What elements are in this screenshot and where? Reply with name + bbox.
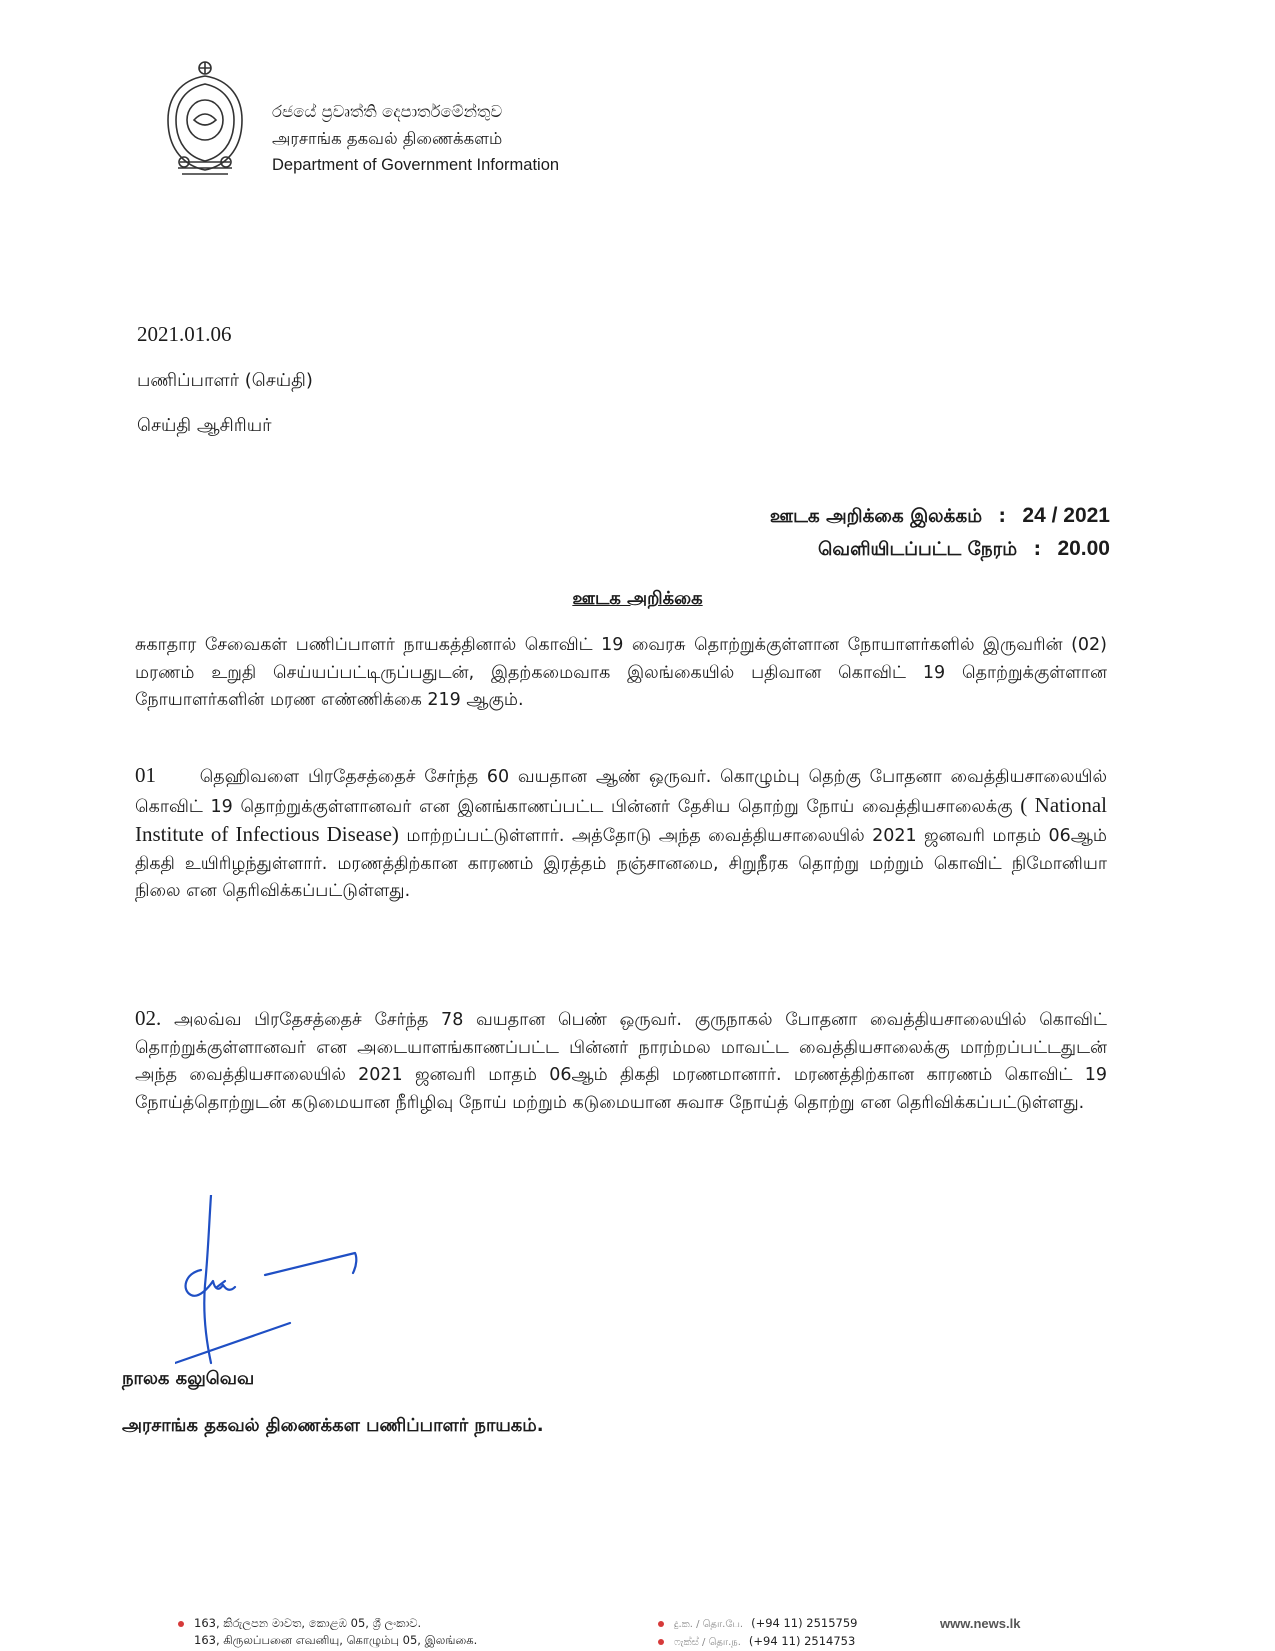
department-name-tamil: அரசாங்க தகவல் திணைக்களம் xyxy=(272,129,503,148)
release-number-value: 24 / 2021 xyxy=(1022,504,1110,527)
media-release-title: ஊடக அறிக்கை xyxy=(572,588,703,609)
case-01-text-b: மாற்றப்பட்டுள்ளார். அத்தோடு அந்த வைத்தியசாலையில் 2021 ஜனவரி மாதம் 06ஆம் திகதி உயிரிழந்துள்ளார். மரணத்திற்கான காரணம் இரத்தம் நஞ்சானமை, சிறுநீரக தொற்று மற்றும் கொவிட் நிமோனியா நிலை என தெரிவிக்கப்பட்டுள்ளது. xyxy=(135,826,1107,901)
phone-bullet-icon xyxy=(658,1621,664,1627)
addressee-director-news: பணிப்பாளர் (செய்தி) xyxy=(137,370,313,391)
case-01-number: 01 xyxy=(135,763,156,787)
footer-address-sinhala: 163, කිරුලපන මාවත, කොළඹ 05, ශ්‍රී ලංකාව. xyxy=(194,1616,422,1630)
footer-phone-label: දු.ක. / தொ.பே. xyxy=(674,1619,744,1630)
case-01-text-a: தெஹிவளை பிரதேசத்தைச் சேர்ந்த 60 வயதான ஆண் ஒருவர். கொழும்பு தெற்கு போதனா வைத்தியசாலையில் கொவிட் 19 தொற்றுக்குள்ளானவர் என இனங்காணப்பட்ட பின்னர் தேசிய தொற்று நோய் வைத்தியசாலைக்கு xyxy=(135,767,1107,817)
sri-lanka-emblem-icon xyxy=(160,58,250,180)
footer-website xyxy=(940,1615,1020,1632)
footer-phone: (+94 11) 2515759 xyxy=(751,1616,858,1630)
footer-address xyxy=(178,1615,477,1649)
addressee-news-editor: செய்தி ஆசிரியர் xyxy=(137,415,272,436)
footer-contacts xyxy=(658,1615,857,1651)
department-name-block xyxy=(272,98,559,179)
release-time-row xyxy=(770,533,1110,566)
letter-date: 2021.01.06 xyxy=(137,322,232,346)
signatory-name: நாலக கலுவெவ xyxy=(122,1368,255,1389)
release-time-value: 20.00 xyxy=(1057,537,1110,560)
signatory-title: அரசாங்க தகவல் திணைக்கள பணிப்பாளர் நாயகம். xyxy=(122,1415,544,1436)
release-time-separator: : xyxy=(1033,539,1041,560)
footer-fax: (+94 11) 2514753 xyxy=(748,1634,856,1648)
bullet-icon xyxy=(178,1621,184,1627)
footer-address-tamil: 163, கிருலப்பனை எவனியு, கொழும்பு 05, இலங்கை. xyxy=(194,1633,478,1647)
case-01-english-name: ( National Institute of Infectious Disease) xyxy=(135,792,1107,846)
handwritten-signature xyxy=(175,1195,395,1365)
case-02-number: 02. xyxy=(135,1006,162,1030)
website-link: www.news.lk xyxy=(940,1616,1021,1631)
case-02-text: அலவ்வ பிரதேசத்தைச் சேர்ந்த 78 வயதான பெண் ஒருவர். குருநாகல் போதனா வைத்தியசாலையில் கொவிட் தொற்றுக்குள்ளானவர் என அடையாளங்காணப்பட்ட பின்னர் நாரம்மல மாவட்ட வைத்தியசாலைக்கு மாற்றப்பட்டதுடன் அந்த வைத்தியசாலையில் 2021 ஜனவரி மாதம் 06ஆம் திகதி மரணமானார். மரணத்திற்கான காரணம் கொவிட் 19 நோய்த்தொற்றுடன் கடுமையான நீரிழிவு நோய் மற்றும் கடுமையான சுவாச நோய்த் தொற்று என தெரிவிக்கப்பட்டுள்ளது. xyxy=(135,1010,1107,1113)
release-number-separator: : xyxy=(998,506,1006,527)
intro-paragraph: சுகாதார சேவைகள் பணிப்பாளர் நாயகத்தினால் கொவிட் 19 வைரசு தொற்றுக்குள்ளான நோயாளர்களில் இருவரின் (02) மரணம் உறுதி செய்யப்பட்டிருப்பதுடன், இதற்கமைவாக இலங்கையில் பதிவான கொவிட் 19 தொற்றுக்குள்ளான நோயாளர்களின் மரண எண்ணிக்கை 219 ஆகும். xyxy=(135,635,1107,710)
case-01-paragraph xyxy=(135,762,1107,906)
release-number-row xyxy=(770,500,1110,533)
fax-bullet-icon xyxy=(658,1639,664,1645)
footer-fax-label: ෆැක්ස් / தொ.ந. xyxy=(674,1637,741,1648)
department-name-english: Department of Government Information xyxy=(272,156,560,174)
case-02-paragraph xyxy=(135,1005,1107,1117)
release-number-label: ஊடக அறிக்கை இலக்கம் xyxy=(769,506,983,527)
document-heading xyxy=(0,588,1275,611)
department-name-sinhala: රජයේ ප්‍රවෘත්ති දෙපාර්තමේන්තුව xyxy=(272,102,503,121)
reference-block xyxy=(770,500,1110,566)
release-time-label: வெளியிடப்பட்ட நேரம் xyxy=(817,539,1018,560)
